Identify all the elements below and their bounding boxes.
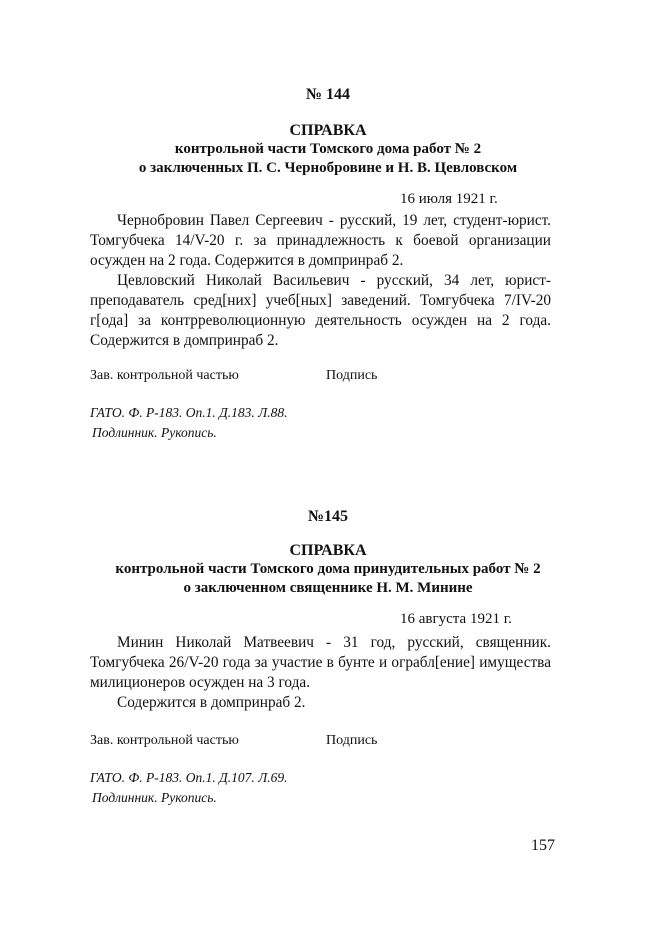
doc145-signer-title: Зав. контрольной частью	[90, 733, 239, 748]
doc145-number: №145	[307, 508, 349, 525]
doc144-number: № 144	[305, 86, 351, 103]
doc144-archive-note: Подлинник. Рукопись.	[92, 425, 217, 440]
doc144-signer-title: Зав. контрольной частью	[90, 368, 239, 383]
doc145-signature-label: Подпись	[326, 733, 378, 748]
doc145-archive-note: Подлинник. Рукопись.	[92, 790, 217, 805]
doc145-subtitle-line1: контрольной части Томского дома принудительных работ № 2	[115, 561, 541, 577]
doc145-title: СПРАВКА	[289, 542, 367, 559]
doc144-signature-label: Подпись	[326, 368, 378, 383]
doc144-title: СПРАВКА	[289, 122, 367, 139]
doc145-date: 16 августа 1921 г.	[400, 611, 512, 627]
page-number: 157	[531, 837, 555, 854]
doc144-paragraph-1: Чернобровин Павел Сергеевич - русский, 19 лет, студент-юрист. Томгубчека 14/V-20 г. за принадлежность к боевой организации осужден на 2 года. Содержится в домпринраб 2.	[90, 212, 551, 269]
doc145-subtitle-line2: о заключенном священнике Н. М. Минине	[183, 580, 473, 596]
doc144-archive-reference: ГАТО. Ф. Р-183. Оп.1. Д.183. Л.88.	[90, 405, 288, 420]
doc144-date: 16 июля 1921 г.	[400, 191, 498, 207]
doc144-subtitle-line2: о заключенных П. С. Чернобровине и Н. В. Цевловском	[138, 160, 518, 176]
doc144-subtitle-line1: контрольной части Томского дома работ № 2	[174, 141, 482, 157]
doc145-archive-reference: ГАТО. Ф. Р-183. Оп.1. Д.107. Л.69.	[90, 770, 288, 785]
doc145-paragraph-1: Минин Николай Матвеевич - 31 год, русский, священник. Томгубчека 26/V-20 года за участие в бунте и ограбл[ение] имущества милиционеров осужден на 3 года.	[90, 634, 551, 691]
doc145-paragraph-2: Содержится в домпринраб 2.	[117, 694, 306, 711]
doc144-paragraph-2: Цевловский Николай Васильевич - русский, 34 лет, юрист-преподаватель сред[них] учеб[ных] заведений. Томгубчека 7/IV-20 г[ода] за контрреволюционную деятельность осужден на 2 года. Содержится в домпринраб 2.	[90, 272, 551, 349]
